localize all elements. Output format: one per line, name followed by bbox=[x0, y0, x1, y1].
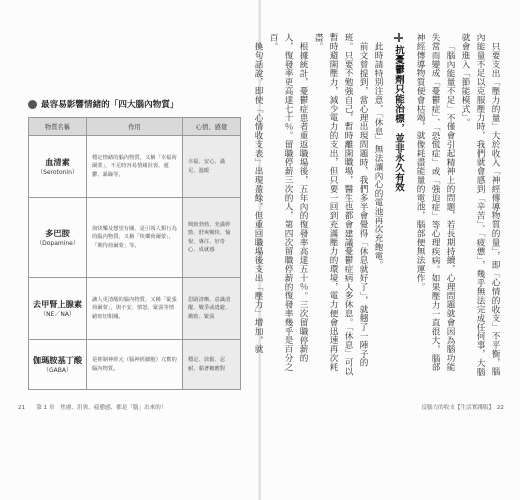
column-header: 作用 bbox=[87, 118, 183, 136]
column-header: 心情、感覺 bbox=[183, 118, 241, 136]
left-page bbox=[0, 0, 259, 500]
substance-name: 伽瑪胺基丁酸 bbox=[32, 354, 83, 365]
section-heading bbox=[28, 97, 234, 111]
body-paragraph: 此時請特別注意，「休息」無法讓內心的電池再次充飽電。 bbox=[373, 41, 383, 269]
cross-bullet-icon bbox=[394, 33, 403, 42]
table-row bbox=[29, 136, 241, 198]
column-header: 物質名稱 bbox=[29, 118, 87, 136]
effect-cell: 是抑制神經元（腦神經細胞）亢奮的腦內物質。 bbox=[87, 340, 183, 390]
substance-name-cell bbox=[29, 340, 87, 390]
brain-substances-table bbox=[28, 117, 241, 390]
body-paragraph: 前文曾提到，當心理出現問題時，我們多半會覺得「休息就好了」，就翹了一陣子的班。只要不勉強自己，暫時離開職場，醫生也都會建議憂鬱症病人多休息。「休息」可以暫時避開壓力，減少電力的支出，但只要一回到充滿壓力的環境，電力便會迅速再次耗盡。 bbox=[313, 33, 368, 376]
vertical-body-text bbox=[253, 33, 502, 378]
effect-cell: 讓人更清醒的腦內物質，又稱「緊張荷爾蒙」，與不安、憤怒、緊張等情緒密切相關。 bbox=[87, 278, 183, 340]
substance-name: 多巴胺 bbox=[45, 227, 70, 238]
substance-name-cell bbox=[29, 198, 87, 278]
table-row bbox=[29, 340, 241, 390]
left-page-footer: 21 第 1 章 焦慮、沮喪、疲憊感，都是「腦」出來的！ bbox=[18, 405, 167, 411]
effect-cell: 穩定情緒的腦內物質，又稱「幸福荷爾蒙」，不足時容易情緒沮喪、憂鬱、暴躁等。 bbox=[87, 136, 183, 198]
substance-name-en: （GABA） bbox=[43, 366, 72, 374]
bullet-dot-icon bbox=[28, 100, 37, 109]
feeling-cell: 思路清晰、意識清醒、戰爭或逃避、衝勁、緊張 bbox=[183, 278, 241, 340]
substance-name-en: （Serotonin） bbox=[37, 168, 78, 176]
table-header-row bbox=[29, 118, 241, 136]
section-heading-text: 最容易影響情緒的「四大腦內物質」 bbox=[41, 100, 179, 110]
substance-name-en: （Dopamine） bbox=[36, 239, 79, 247]
subheading bbox=[391, 33, 406, 378]
feeling-cell: 穩定、放鬆、忍耐、黏著糖應對 bbox=[183, 340, 241, 390]
body-paragraph: 「腦內能量不足」不僅會引起精神上的問題，若長期持續，心理問題就會因為腦功能失常而變成「憂鬱症」、「恐慌症」或「強迫症」等心理疾病。如果壓力一直很大，腦部神經傳導物質便會枯竭，就像耗盡能量的電池，腦部便無法運作。 bbox=[415, 33, 455, 372]
right-page-footer: 沒腦力的收支【生活實踐版】 22 bbox=[421, 405, 504, 411]
feeling-cell: 幸福、安心、滿足、溫暖 bbox=[183, 136, 241, 198]
body-paragraph: 換句話說，即使「心情收支表」出現盈餘，但重回職場後支出「壓力」增加，就 bbox=[253, 41, 263, 354]
substance-name-cell bbox=[29, 136, 87, 198]
body-paragraph: 只要支出「壓力的量」大於收入「神經傳導物質的量」，即「心情的收支」不平衡，腦內能量不足以克服壓力時，我們就會感到「辛苦」、「疲憊」，幾乎無法完成任何事，大腦就會進入「節能模式」。 bbox=[460, 33, 500, 377]
subheading-text: 抗憂鬱劑只能治標，並非永久有效 bbox=[393, 45, 404, 192]
right-page bbox=[253, 0, 520, 500]
substance-name-cell bbox=[29, 278, 87, 340]
effect-cell: 與快樂及想望有關，是引領人類行為的腦內物質，又稱「快樂荷爾蒙」，「期待荷爾蒙」等。 bbox=[87, 198, 183, 278]
table-row bbox=[29, 278, 241, 340]
substance-name: 血清素 bbox=[45, 156, 70, 167]
body-paragraph: 根據統計，憂鬱症患者重返職場後，五年內的復發率高達五十％。三次留職停薪的人，復發率更高達七十％。留職停薪三次的人，第四次留職停薪的復發率幾乎是百分之百。 bbox=[268, 33, 308, 372]
substance-name-en: （NE／NA） bbox=[40, 310, 75, 318]
feeling-cell: 興致勃勃、充滿幹勁、舒爽暢快、愉悅、專注、好奇心、成就感 bbox=[183, 198, 241, 278]
substance-name: 去甲腎上腺素 bbox=[32, 298, 83, 309]
table-row bbox=[29, 198, 241, 278]
